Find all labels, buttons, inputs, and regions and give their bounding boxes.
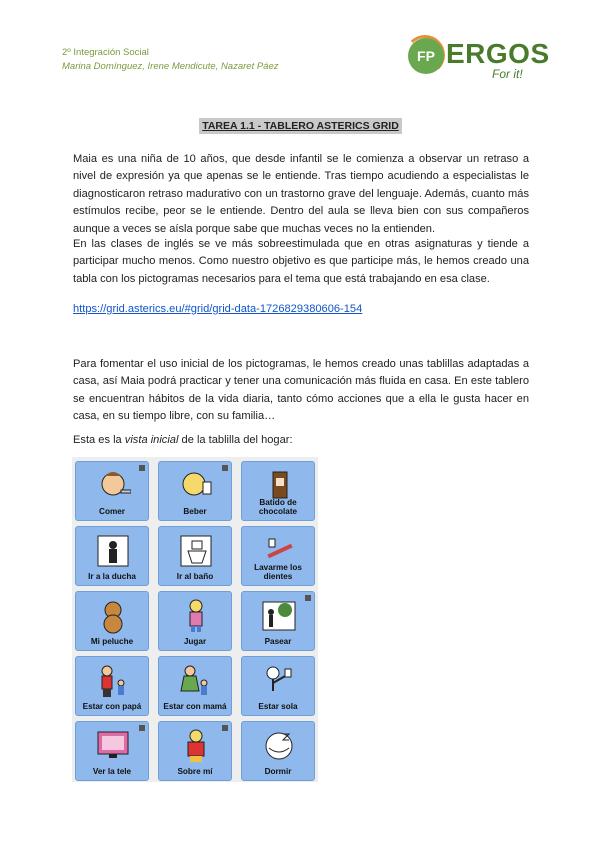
board-cell[interactable]: [75, 721, 149, 781]
folder-corner-icon: [139, 725, 145, 731]
folder-corner-icon: [305, 595, 311, 601]
board-cell[interactable]: [75, 591, 149, 651]
board-cell-label: Batido de chocolate: [258, 498, 298, 516]
board-cell-label: Lavarme los dientes: [254, 563, 302, 581]
playing-child-icon: [178, 598, 214, 634]
logo-brand: ERGOS: [446, 38, 550, 69]
intro-emphasis: vista inicial: [124, 434, 179, 446]
board-cell-label: Ir al baño: [176, 572, 214, 581]
board-cell[interactable]: [75, 526, 149, 586]
board-cell-label: Beber: [183, 507, 207, 516]
board-cell-label: Ver la tele: [92, 767, 132, 776]
board-cell[interactable]: [158, 721, 232, 781]
board-cell-label: Comer: [99, 507, 125, 516]
father-child-icon: [95, 663, 131, 699]
asterics-board: [72, 457, 318, 782]
board-cell-label: Estar con mamá: [163, 702, 227, 711]
board-cell-label: Mi peluche: [90, 637, 134, 646]
authors: Marina Domínguez, Irene Mendicute, Nazaret Páez: [62, 61, 279, 72]
board-cell[interactable]: [158, 591, 232, 651]
folder-corner-icon: [139, 465, 145, 471]
board-cell[interactable]: [158, 526, 232, 586]
board-cell[interactable]: [241, 591, 315, 651]
eating-child-icon: [95, 468, 131, 504]
toilet-icon: [178, 533, 214, 569]
board-cell[interactable]: [158, 461, 232, 521]
board-cell[interactable]: [75, 461, 149, 521]
sleep-icon: [261, 728, 297, 764]
board-cell[interactable]: [241, 656, 315, 716]
logo-slogan: For it!: [492, 67, 523, 81]
board-cell[interactable]: [241, 461, 315, 521]
ergos-logo: [408, 36, 550, 82]
board-cell-label: Dormir: [264, 767, 292, 776]
television-icon: [95, 728, 131, 764]
alone-icon: [261, 663, 297, 699]
mother-child-icon: [178, 663, 214, 699]
board-cell[interactable]: [241, 721, 315, 781]
board-cell[interactable]: [75, 656, 149, 716]
teddy-bear-icon: [95, 598, 131, 634]
board-cell[interactable]: [158, 656, 232, 716]
intro-after: de la tablilla del hogar:: [178, 434, 293, 446]
course-name: 2º Integración Social: [62, 47, 149, 58]
asterics-grid-link[interactable]: https://grid.asterics.eu/#grid/grid-data-1726829380606-154: [73, 303, 363, 315]
about-me-icon: [178, 728, 214, 764]
board-cell-label: Ir a la ducha: [88, 572, 136, 581]
paragraph-english-class: En las clases de inglés se ve más sobreestimulada que en otras asignaturas y tiende a participar mucho menos. Como nuestro objetivo es que participe más, le hemos creado una tabla con los pictogramas necesarios para el tema que está trabajando en esa clase.: [73, 238, 529, 285]
board-cell-label: Jugar: [183, 637, 207, 646]
board-cell-label: Sobre mí: [177, 767, 213, 776]
fp-badge: FP: [408, 38, 444, 74]
board-cell-label: Estar sola: [258, 702, 298, 711]
drinking-child-icon: [178, 468, 214, 504]
folder-corner-icon: [222, 465, 228, 471]
intro-before: Esta es la: [73, 434, 125, 446]
home-board-intro: [73, 434, 293, 446]
walking-icon: [261, 598, 297, 634]
board-cell-label: Estar con papá: [82, 702, 142, 711]
paragraph-home-board: Para fomentar el uso inicial de los pictogramas, le hemos creado unas tablillas adaptadas a casa, así Maia podrá practicar y tener una comunicación más fluida en casa. En este tablero se encuentran hábitos de la vida diaria, tanto cómo acciones que a ella le gusta hacer en casa, en su tiempo libre, con su familia…: [73, 358, 529, 423]
paragraph-intro: Maia es una niña de 10 años, que desde infantil se le comienza a observar un retraso a nivel de expresión ya que apenas se le entiende. Tras tiempo acudiendo a especialistas le diagnosticaron retraso madurativo con un trastorno grave del lenguaje. Además, cuanto más estímulos recibe, peor se le entiende. Dentro del aula se lleva bien con sus compañeros aunque a veces se aísla porque sabe que muchas veces no la entienden.: [73, 153, 529, 235]
shower-icon: [95, 533, 131, 569]
page-title: TAREA 1.1 - TABLERO ASTERICS GRID: [199, 118, 402, 134]
board-cell[interactable]: [241, 526, 315, 586]
folder-corner-icon: [222, 725, 228, 731]
board-cell-label: Pasear: [264, 637, 292, 646]
